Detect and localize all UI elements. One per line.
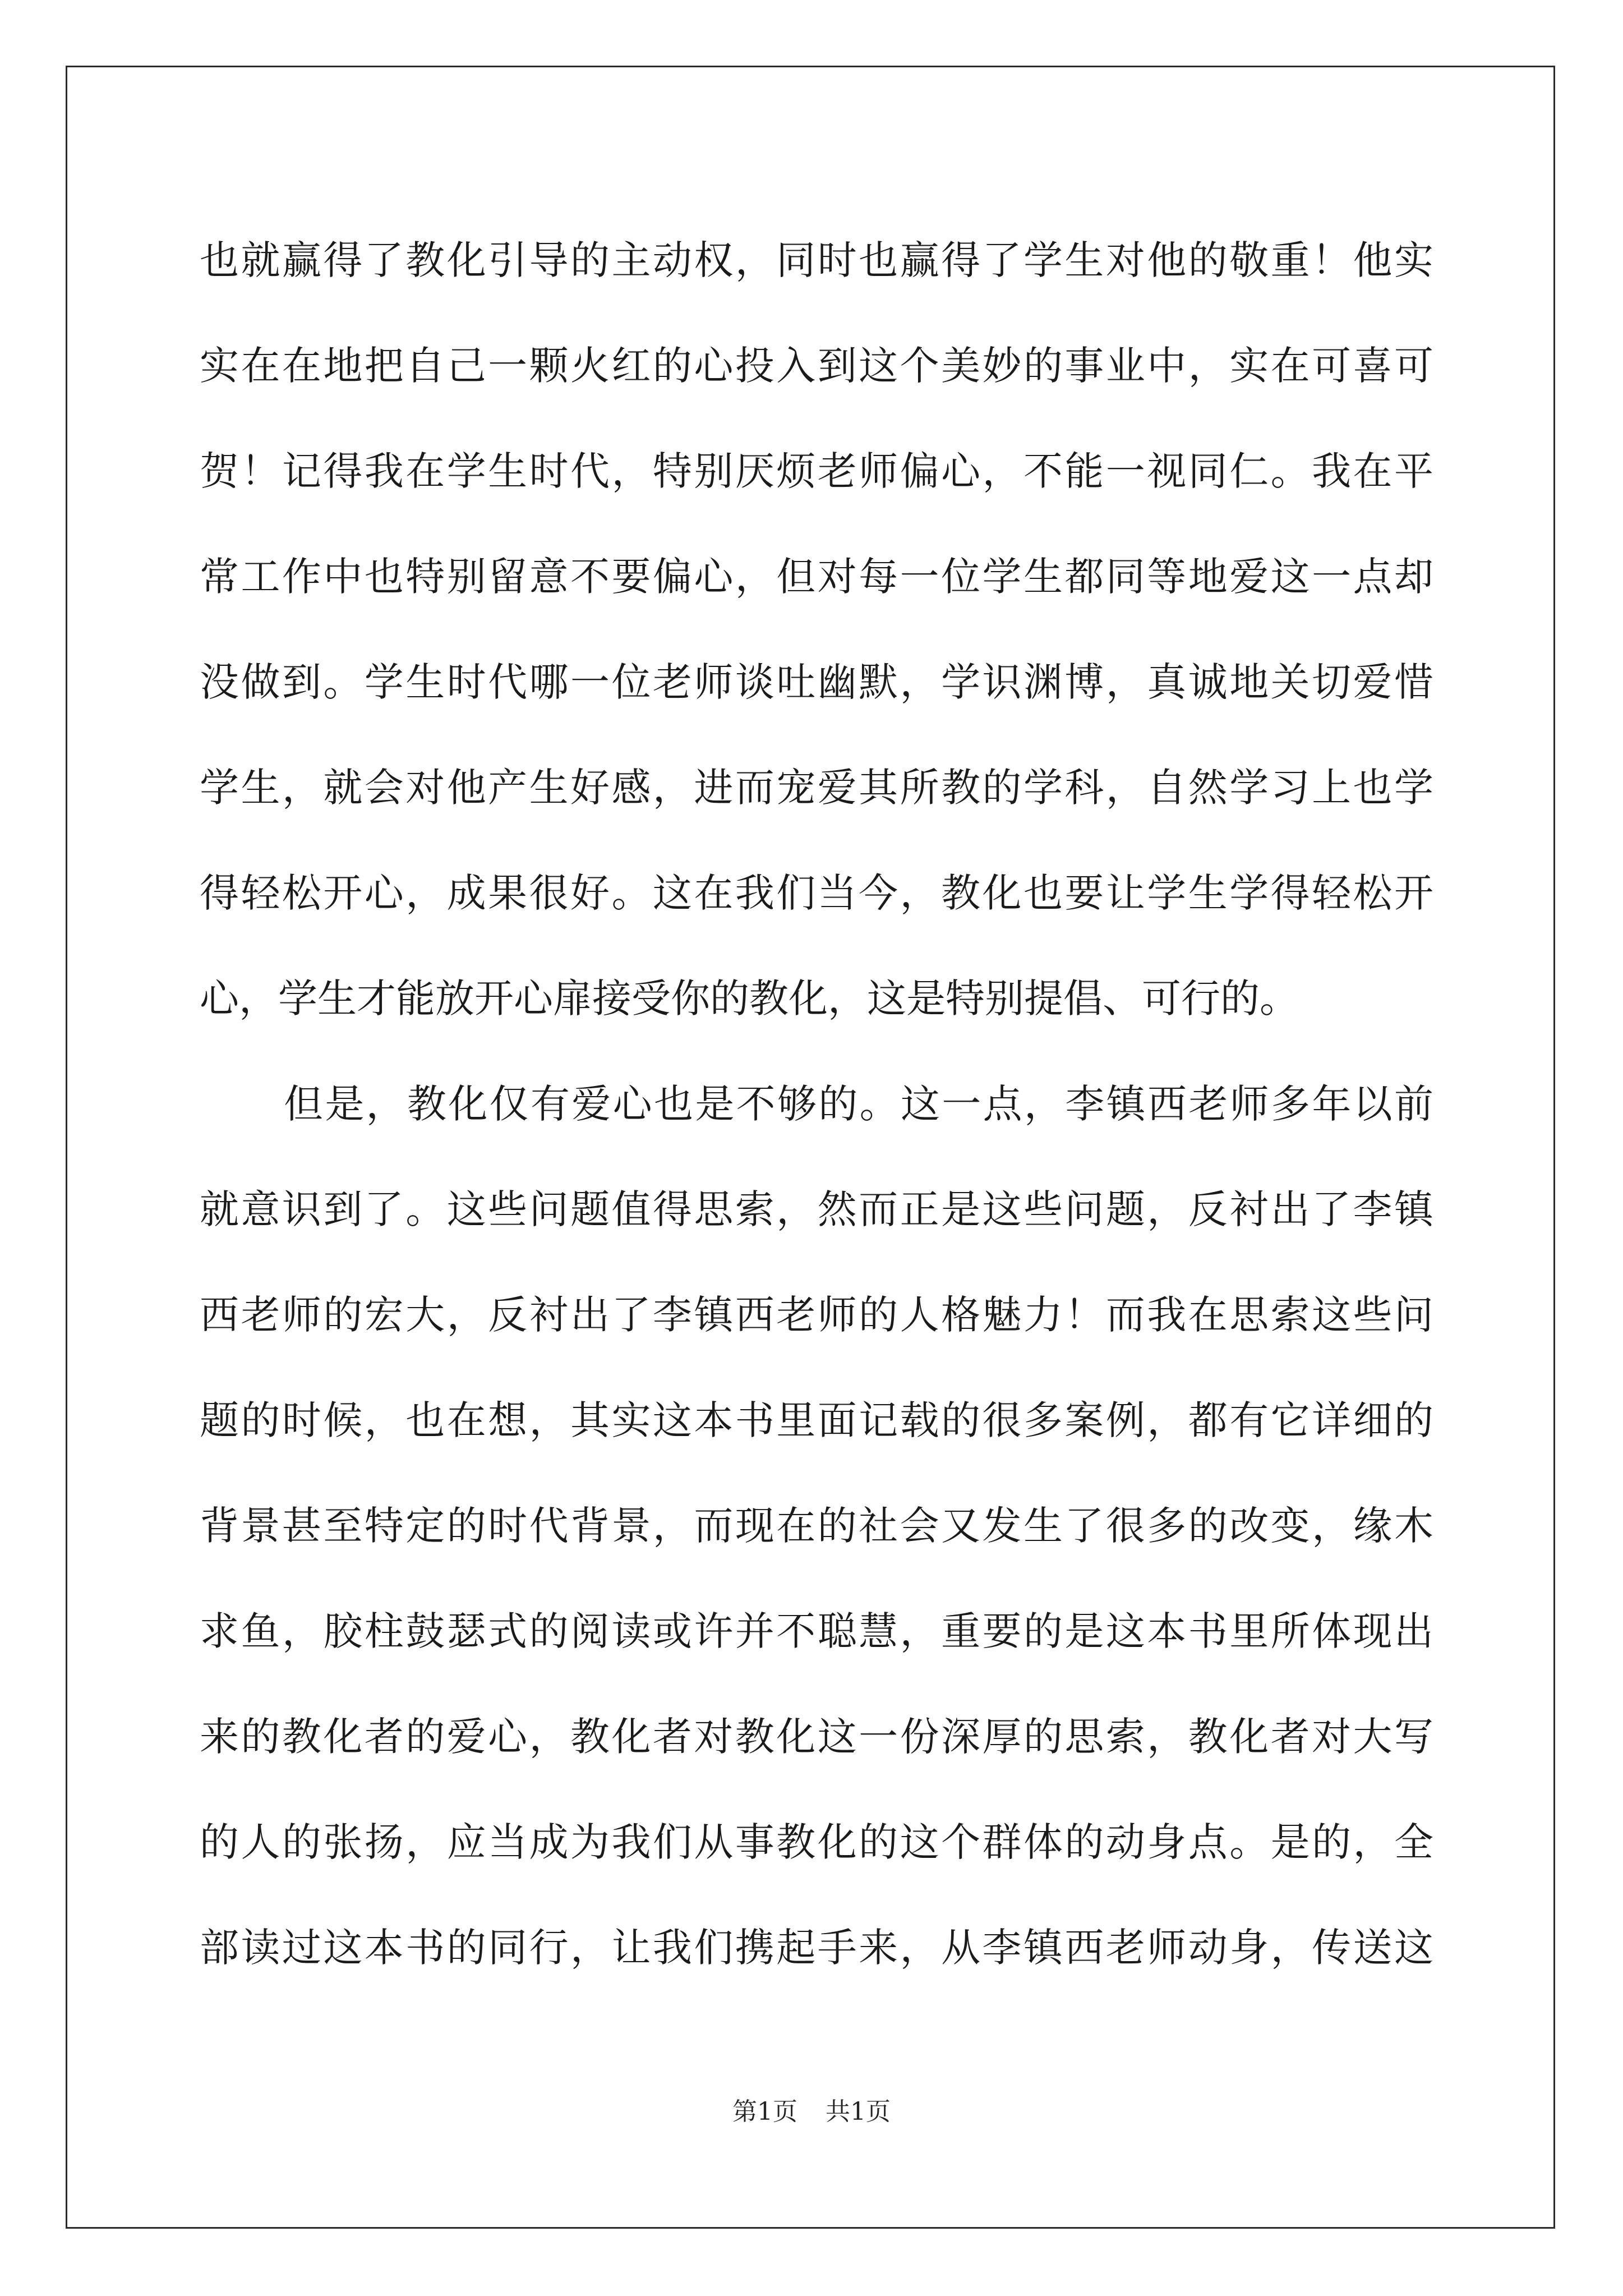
text-line: 常工作中也特别留意不要偏心，但对每一位学生都同等地爱这一点却 xyxy=(200,554,1433,600)
document-body xyxy=(200,208,1433,2000)
text-line: 就意识到了。这些问题值得思索，然而正是这些问题，反衬出了李镇 xyxy=(200,1186,1433,1232)
text-line: 题的时候，也在想，其实这本书里面记载的很多案例，都有它详细的 xyxy=(200,1397,1433,1443)
paragraph-1 xyxy=(200,208,1433,1051)
page-number: 第1页 xyxy=(732,2097,797,2126)
text-line: 但是，教化仅有爱心也是不够的。这一点，李镇西老师多年以前 xyxy=(284,1081,1433,1127)
paragraph-2 xyxy=(200,1051,1433,2000)
text-line: 西老师的宏大，反衬出了李镇西老师的人格魅力！而我在思索这些问 xyxy=(200,1292,1433,1338)
text-line: 背景甚至特定的时代背景，而现在的社会又发生了很多的改变，缘木 xyxy=(200,1503,1433,1549)
page-total: 共1页 xyxy=(826,2097,891,2126)
text-line: 求鱼，胶柱鼓瑟式的阅读或许并不聪慧，重要的是这本书里所体现出 xyxy=(200,1608,1433,1654)
text-line: 贺！记得我在学生时代，特别厌烦老师偏心，不能一视同仁。我在平 xyxy=(200,448,1433,494)
text-line: 学生，就会对他产生好感，进而宠爱其所教的学科，自然学习上也学 xyxy=(200,765,1433,811)
text-line: 部读过这本书的同行，让我们携起手来，从李镇西老师动身，传送这 xyxy=(200,1925,1433,1971)
text-line: 得轻松开心，成果很好。这在我们当今，教化也要让学生学得轻松开 xyxy=(200,870,1433,916)
text-line: 来的教化者的爱心，教化者对教化这一份深厚的思索，教化者对大写 xyxy=(200,1714,1433,1760)
page-footer xyxy=(0,2091,1623,2127)
text-line: 没做到。学生时代哪一位老师谈吐幽默，学识渊博，真诚地关切爱惜 xyxy=(200,659,1433,705)
text-line: 也就赢得了教化引导的主动权，同时也赢得了学生对他的敬重！他实 xyxy=(200,237,1433,283)
text-line: 心，学生才能放开心扉接受你的教化，这是特别提倡、可行的。 xyxy=(200,976,1299,1022)
text-line: 实在在地把自己一颗火红的心投入到这个美妙的事业中，实在可喜可 xyxy=(200,343,1433,389)
text-line: 的人的张扬，应当成为我们从事教化的这个群体的动身点。是的，全 xyxy=(200,1819,1433,1865)
